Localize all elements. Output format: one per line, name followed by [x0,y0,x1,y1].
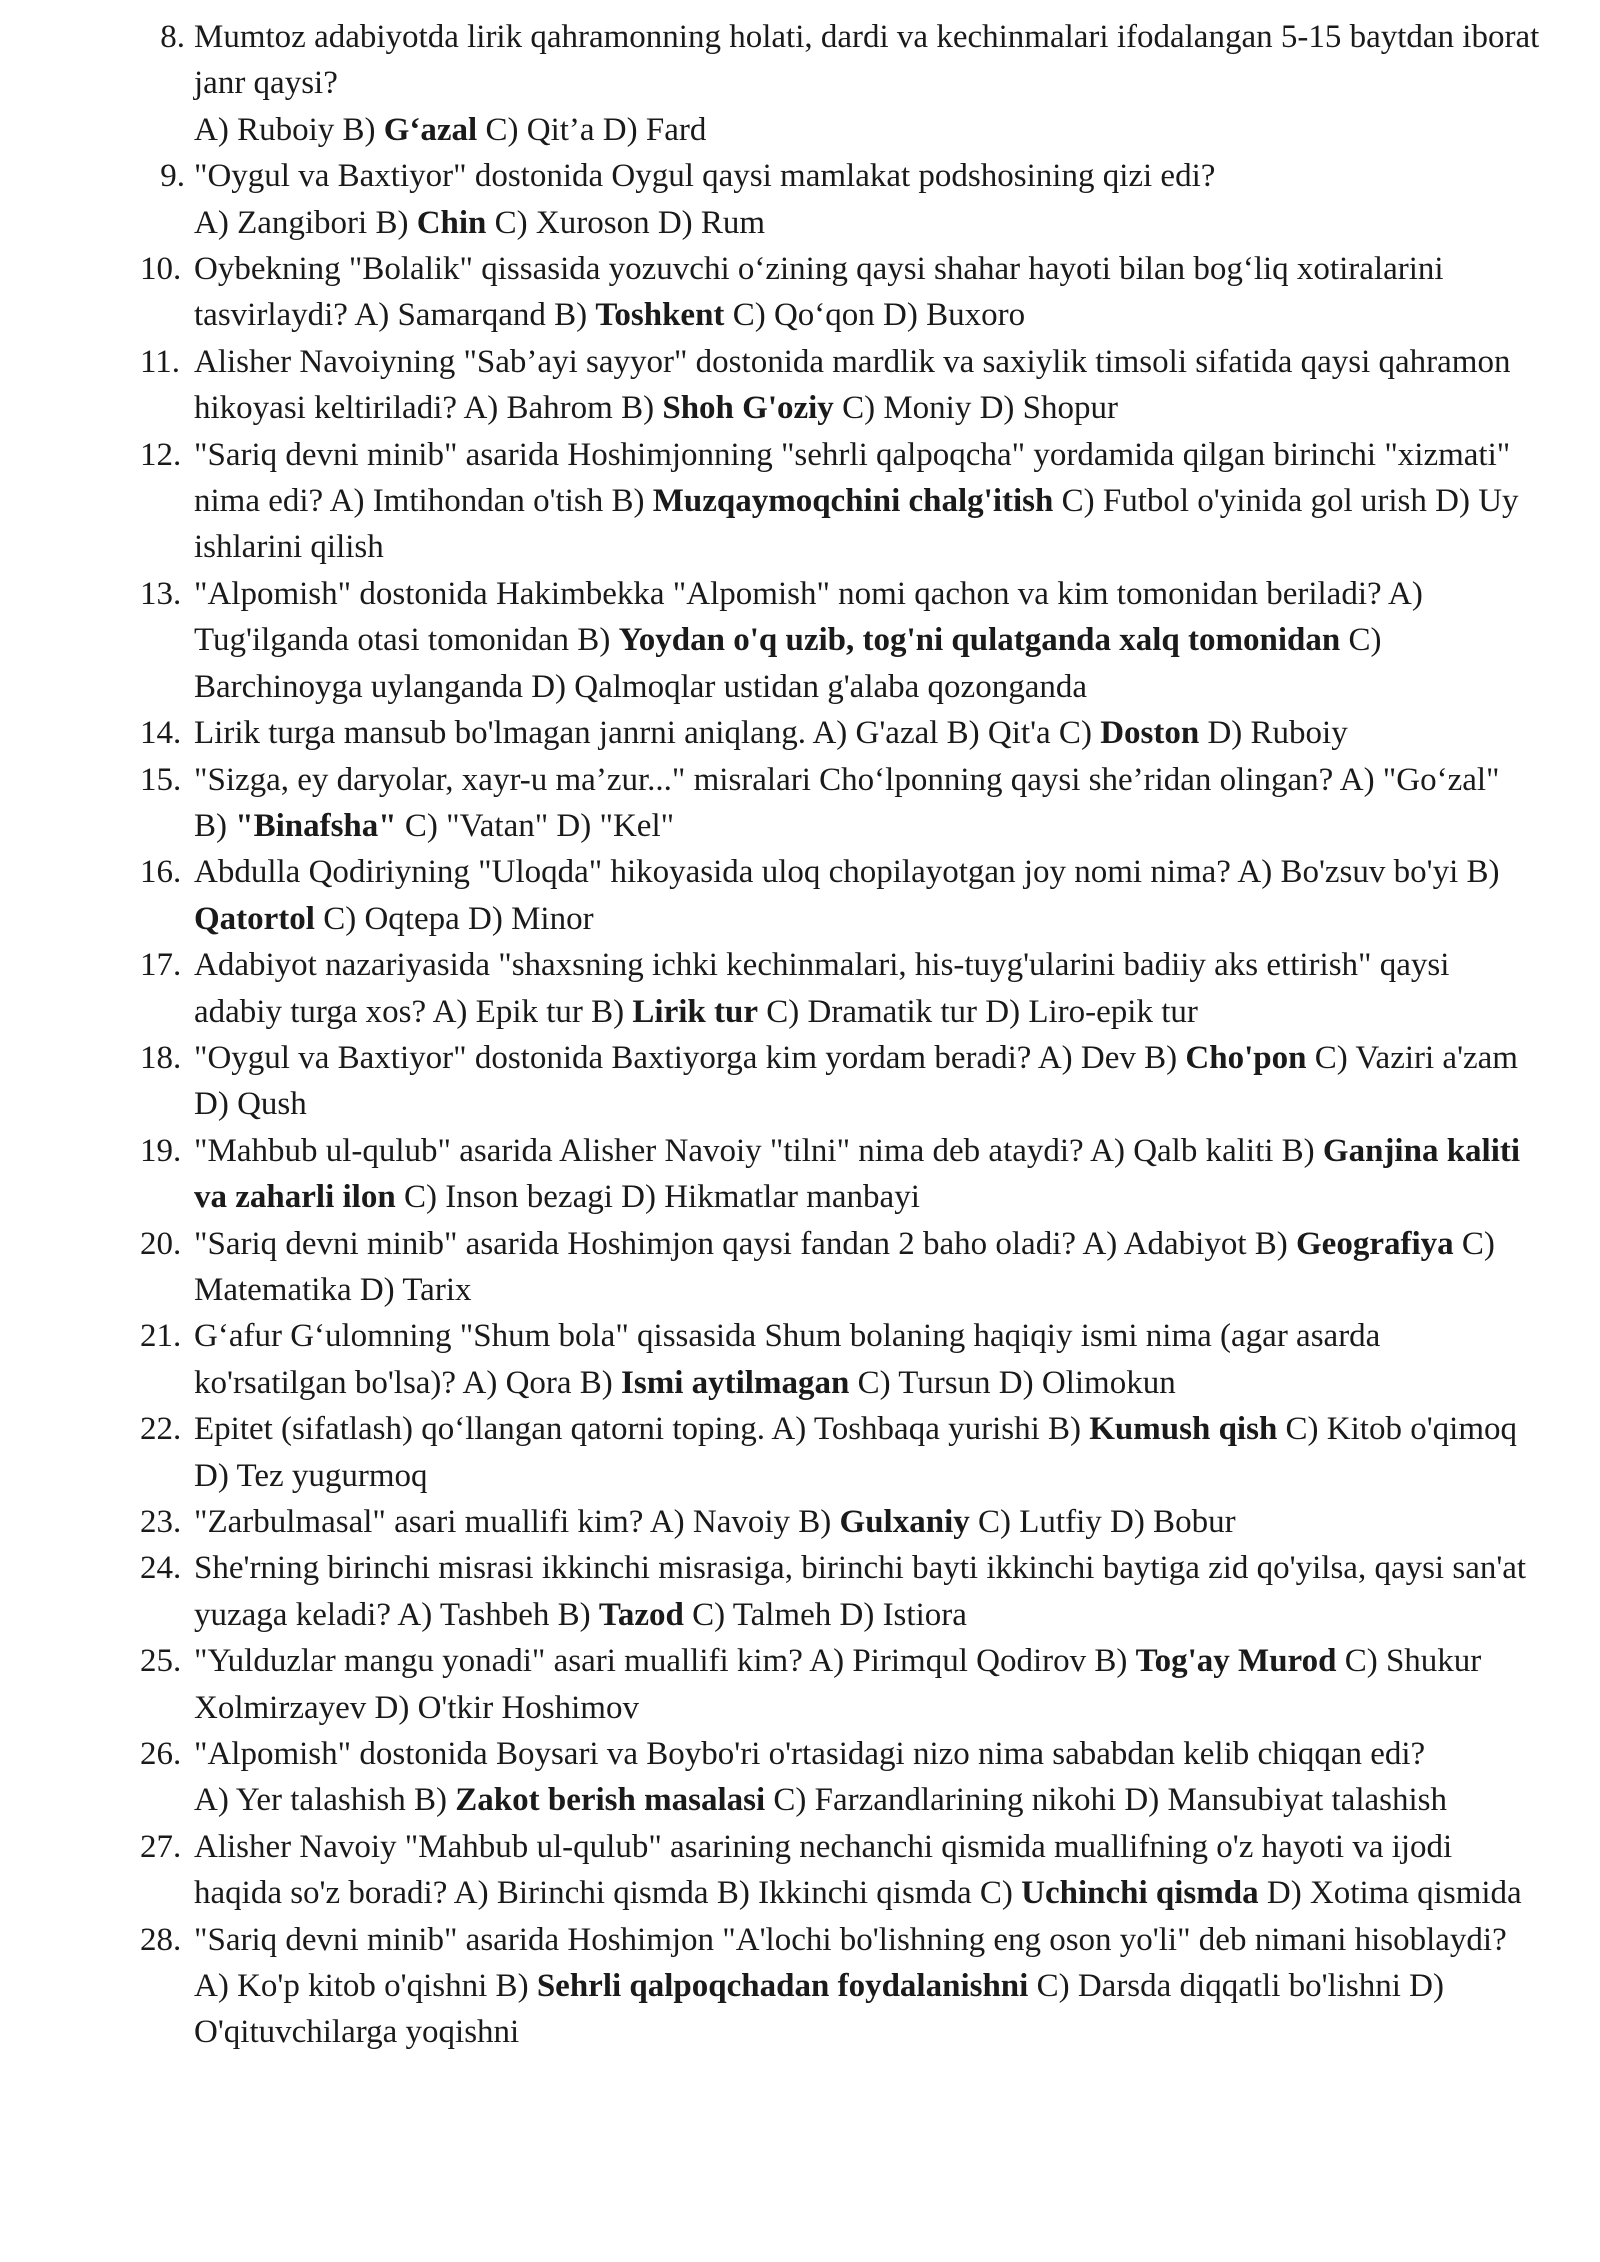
option-text: C) Dramatik tur D) Liro-epik tur [758,993,1198,1030]
question-item [143,153,1540,246]
question-item [140,246,1540,339]
question-number: 23. [140,1504,182,1540]
question-stem: Adabiyot nazariyasida "shaxsning ichki kechinmalari, his-tuyg'ularini badiiy aks ettirish" qaysi adabiy turga xos? A) Epik tur B) [194,947,1450,1030]
option-text: C) Barchinoyga uylanganda D) Qalmoqlar ustidan g'alaba qozonganda [194,622,1382,705]
question-item [140,1128,1540,1221]
question-number: 21. [140,1318,182,1355]
question-stem: Epitet (sifatlash) qo‘llangan qatorni toping. A) Toshbaqa yurishi B) [194,1411,1090,1448]
option-text: C) Darsda diqqatli bo'lishni D) O'qituvchilarga yoqishni [194,1968,1444,2051]
option-text: C) Lutfiy D) Bobur [969,1504,1236,1540]
question-number: 20. [140,1225,182,1262]
question-options [194,200,1540,246]
option-text: C) "Vatan" D) "Kel" [396,807,675,844]
correct-answer: Sehrli qalpoqchadan foydalanishni [536,1968,1029,2005]
question-item [140,1638,1540,1731]
question-item [140,1406,1540,1499]
correct-answer: Ismi aytilmagan [621,1364,850,1401]
correct-answer: Doston [1100,715,1200,752]
question-number: 22. [140,1411,182,1448]
option-text: C) Oqtepa D) Minor [314,900,594,937]
question-stem: "Sariq devni minib" asarida Hoshimjon "A'lochi bo'lishning eng oson yo'li" deb nimani hisoblaydi? A) Ko'p kitob o'qishni B) [194,1921,1507,2005]
correct-answer: Yoydan o'q uzib, tog'ni qulatganda xalq tomonidan [618,622,1341,659]
question-item [140,710,1540,756]
question-stem: Abdulla Qodiriyning "Uloqda" hikoyasida uloq chopilayotgan joy nomi nima? A) Bo'zsuv bo'yi B) [194,854,1500,891]
question-number: 14. [140,715,182,752]
question-number: 9. [160,158,185,195]
question-stem: Lirik turga mansub bo'lmagan janrni aniqlang. A) G'azal B) Qit'a C) [194,715,1101,752]
option-text: D) Ruboiy [1199,715,1348,752]
question-stem: Mumtoz adabiyotda lirik qahramonning holati, dardi va kechinmalari ifodalangan 5-15 baytdan iborat janr qaysi? [194,19,1540,102]
question-number: 24. [140,1550,182,1587]
option-text: C) Tursun D) Olimokun [849,1364,1176,1401]
question-item [143,14,1540,153]
question-stem: Alisher Navoiyning "Sab’ayi sayyor" dostonida mardlik va saxiylik timsoli sifatida qaysi qahramon hikoyasi keltiriladi? A) Bahrom B) [194,343,1511,427]
option-text: A) Yer talashish B) [194,1782,456,1819]
question-stem: "Alpomish" dostonida Hakimbekka "Alpomish" nomi qachon va kim tomonidan beriladi? A) Tug'ilganda otasi tomonidan B) [194,575,1423,659]
question-item [140,942,1540,1035]
correct-answer: Chin [416,204,487,241]
option-text: C) Shukur Xolmirzayev D) O'tkir Hoshimov [194,1643,1482,1726]
question-stem: "Mahbub ul-qulub" asarida Alisher Navoiy "tilni" nima deb ataydi? A) Qalb kaliti B) [194,1132,1323,1169]
correct-answer: Kumush qish [1089,1411,1278,1448]
question-number: 8. [160,19,185,55]
option-text: C) Moniy D) Shopur [833,390,1118,427]
question-stem: Oybekning "Bolalik" qissasida yozuvchi o‘zining qaysi shahar hayoti bilan bog‘liq xotiralarini tasvirlaydi? A) Samarqand B) [194,251,1444,334]
question-number: 17. [140,947,182,984]
question-item [140,1545,1540,1638]
option-text: C) Qo‘qon D) Buxoro [724,297,1026,334]
correct-answer: "Binafsha" [235,807,397,844]
correct-answer: Shoh G'oziy [662,390,834,427]
correct-answer: Qatortol [194,900,315,937]
correct-answer: Uchinchi qismda [1021,1875,1259,1912]
correct-answer: Gulxaniy [839,1504,970,1540]
question-item [140,1731,1540,1824]
option-text: C) Futbol o'yinida gol urish D) Uy ishlarini qilish [194,483,1519,566]
question-stem: "Oygul va Baxtiyor" dostonida Oygul qaysi mamlakat podshosining qizi edi? [194,158,1216,195]
correct-answer: Lirik tur [632,993,758,1030]
correct-answer: Tazod [598,1596,684,1633]
question-item [140,1035,1540,1128]
question-item [140,1221,1540,1314]
question-stem: "Yulduzlar mangu yonadi" asari muallifi kim? A) Pirimqul Qodirov B) [194,1643,1136,1680]
question-number: 13. [140,575,182,612]
question-stem: "Sariq devni minib" asarida Hoshimjon qaysi fandan 2 baho oladi? A) Adabiyot B) [194,1225,1297,1262]
question-options [194,1777,1540,1823]
question-list [140,14,1540,2056]
option-text: C) Farzandlarining nikohi D) Mansubiyat talashish [765,1782,1448,1819]
correct-answer: Zakot berish masalasi [455,1782,766,1819]
option-text: D) Xotima qismida [1258,1875,1522,1912]
question-number: 12. [140,436,182,473]
question-number: 11. [140,343,181,380]
question-number: 10. [140,251,182,288]
question-number: 18. [140,1039,182,1076]
question-stem: She'rning birinchi misrasi ikkinchi misrasiga, birinchi bayti ikkinchi baytiga zid qo'yilsa, qaysi san'at yuzaga keladi? A) Tashbeh B) [194,1550,1527,1633]
correct-answer: Geografiya [1296,1225,1454,1262]
option-text: C) Matematika D) Tarix [194,1225,1495,1308]
option-text: C) Kitob o'qimoq D) Tez yugurmoq [194,1411,1517,1494]
option-text: A) Ruboiy B) [194,111,384,148]
question-item [140,1917,1540,2056]
option-text: A) Zangibori B) [194,204,417,241]
question-stem: "Alpomish" dostonida Boysari va Boybo'ri o'rtasidagi nizo nima sababdan kelib chiqqan edi? [194,1736,1426,1773]
question-item [140,1824,1540,1917]
correct-answer: G‘azal [383,111,478,148]
question-stem: "Oygul va Baxtiyor" dostonida Baxtiyorga kim yordam beradi? A) Dev B) [194,1039,1186,1076]
question-stem: Alisher Navoiy "Mahbub ul-qulub" asarining nechanchi qismida muallifning o'z hayoti va ijodi haqida so'z boradi? A) Birinchi qismda B) Ikkinchi qismda C) [194,1828,1453,1912]
question-number: 26. [140,1736,182,1773]
question-item [140,1499,1540,1545]
option-text: C) Inson bezagi D) Hikmatlar manbayi [395,1179,920,1216]
question-stem: "Sariq devni minib" asarida Hoshimjonning "sehrli qalpoqcha" yordamida qilgan birinchi "xizmati" nima edi? A) Imtihondan o'tish B) [194,436,1511,520]
option-text: C) Talmeh D) Istiora [683,1596,967,1633]
option-text: C) Vaziri a'zam D) Qush [194,1039,1518,1123]
option-text: C) Xuroson D) Rum [486,204,766,241]
question-number: 28. [140,1921,182,1958]
question-number: 16. [140,854,182,891]
correct-answer: Ganjina kaliti va zaharli ilon [194,1132,1521,1216]
correct-answer: Muzqaymoqchini chalg'itish [652,483,1054,520]
question-stem: "Zarbulmasal" asari muallifi kim? A) Navoiy B) [194,1504,840,1540]
correct-answer: Cho'pon [1185,1039,1307,1076]
question-item [140,757,1540,850]
question-number: 19. [140,1132,182,1169]
correct-answer: Toshkent [595,297,725,334]
question-number: 15. [140,761,182,798]
question-stem: G‘afur G‘ulomning "Shum bola" qissasida Shum bolaning haqiqiy ismi nima (agar asarda ko'rsatilgan bo'lsa)? A) Qora B) [194,1318,1381,1401]
question-number: 27. [140,1828,182,1865]
question-item [140,432,1540,571]
question-options [194,107,1540,153]
question-item [140,339,1540,432]
question-stem: "Sizga, ey daryolar, xayr-u ma’zur..." misralari Cho‘lponning qaysi she’ridan olingan? A) "Go‘zal" B) [194,761,1500,844]
question-item [140,571,1540,710]
question-number: 25. [140,1643,182,1680]
option-text: C) Qit’a D) Fard [477,111,707,148]
question-item [140,849,1540,942]
correct-answer: Tog'ay Murod [1135,1643,1337,1680]
question-item [140,1313,1540,1406]
